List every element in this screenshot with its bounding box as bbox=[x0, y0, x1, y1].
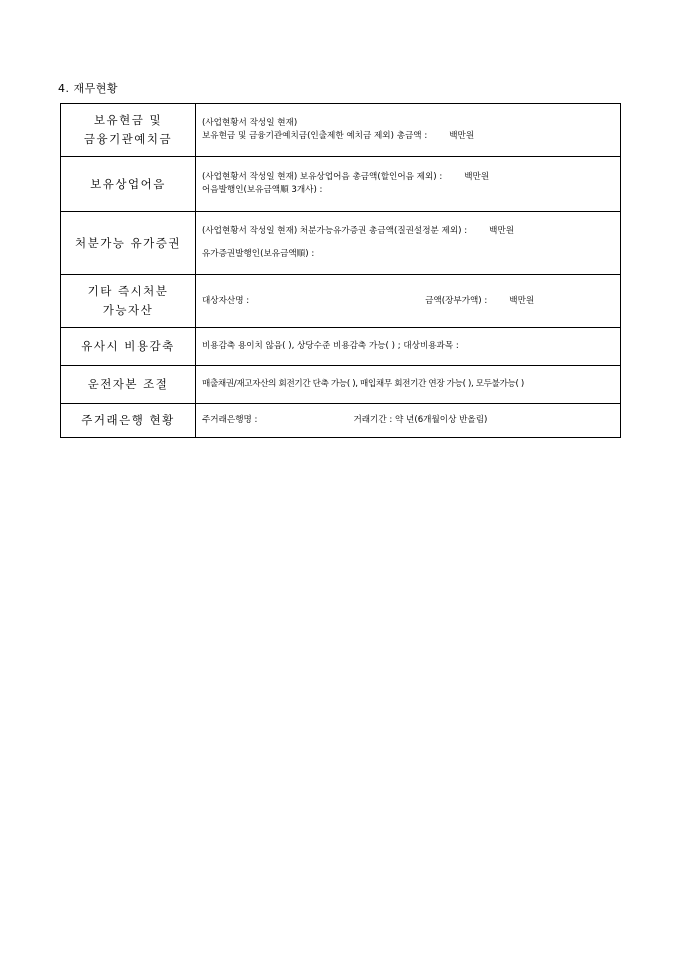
row-content-bills[interactable] bbox=[196, 157, 621, 212]
row-label-line: 보유상업어음 bbox=[90, 176, 166, 191]
financial-status-table bbox=[60, 103, 621, 438]
table-row bbox=[61, 328, 621, 366]
row-label-working-capital bbox=[61, 366, 196, 404]
section-title: 4. 재무현황 bbox=[58, 82, 118, 95]
row-label-securities bbox=[61, 212, 196, 275]
table-row bbox=[61, 404, 621, 438]
content-line: 매출채권/재고자산의 회전기간 단축 가능( ), 매입채무 회전기간 연장 가능( ), 모두불가능( ) bbox=[202, 379, 524, 389]
content-line bbox=[202, 171, 614, 184]
row-label-bills bbox=[61, 157, 196, 212]
table-row bbox=[61, 157, 621, 212]
content-line bbox=[202, 295, 614, 308]
content-line bbox=[202, 225, 614, 238]
content-text: (사업현황서 작성일 현재) 처분가능유가증권 총금액(질권설정분 제외) : bbox=[202, 226, 468, 236]
content-text: 금액(장부가액) : bbox=[425, 295, 488, 306]
table-row bbox=[61, 366, 621, 404]
table-row bbox=[61, 104, 621, 157]
content-text: 주거래은행명 : bbox=[202, 415, 258, 425]
row-content-main-bank[interactable] bbox=[196, 404, 621, 438]
row-label-line: 금융기관예치금 bbox=[83, 132, 173, 146]
row-label-other-assets bbox=[61, 275, 196, 328]
row-content-working-capital[interactable] bbox=[196, 366, 621, 404]
content-line: 비용감축 용이치 않음( ), 상당수준 비용감축 가능( ) ; 대상비용과목 : bbox=[202, 341, 459, 351]
content-text: 대상자산명 : bbox=[202, 295, 250, 306]
row-content-cash[interactable] bbox=[196, 104, 621, 157]
table-row bbox=[61, 275, 621, 328]
row-label-cost-cut bbox=[61, 328, 196, 366]
row-label-main-bank bbox=[61, 404, 196, 438]
row-content-securities[interactable] bbox=[196, 212, 621, 275]
content-text: (사업현황서 작성일 현재) 보유상업어음 총금액(할인어음 제외) : bbox=[202, 172, 443, 182]
unit-text: 백만원 bbox=[464, 172, 490, 182]
row-label-line: 운전자본 조절 bbox=[87, 377, 169, 391]
row-content-other-assets[interactable] bbox=[196, 275, 621, 328]
row-label-cash bbox=[61, 104, 196, 157]
row-label-line: 기타 즉시처분 bbox=[87, 284, 169, 298]
unit-text: 백만원 bbox=[449, 131, 475, 141]
content-text: 보유현금 및 금융기관예치금(인출제한 예치금 제외) 총금액 : bbox=[202, 131, 428, 141]
content-text: 거래기간 : 약 년(6개월이상 반올림) bbox=[353, 415, 488, 425]
content-line: 유가증권발행인(보유금액順) : bbox=[202, 249, 315, 259]
content-line: (사업현황서 작성일 현재) bbox=[202, 118, 298, 128]
row-content-cost-cut[interactable] bbox=[196, 328, 621, 366]
unit-text: 백만원 bbox=[489, 226, 515, 236]
content-line bbox=[202, 130, 614, 143]
row-label-line: 가능자산 bbox=[102, 303, 154, 317]
row-label-line: 주거래은행 현황 bbox=[81, 413, 175, 427]
row-label-line: 보유현금 및 bbox=[93, 113, 163, 127]
row-label-line: 유사시 비용감축 bbox=[81, 339, 175, 353]
content-line: 어음발행인(보유금액順 3개사) : bbox=[202, 185, 323, 195]
row-label-line: 처분가능 유가증권 bbox=[74, 235, 182, 250]
content-line bbox=[202, 414, 614, 427]
unit-text: 백만원 bbox=[509, 295, 535, 306]
table-row bbox=[61, 212, 621, 275]
